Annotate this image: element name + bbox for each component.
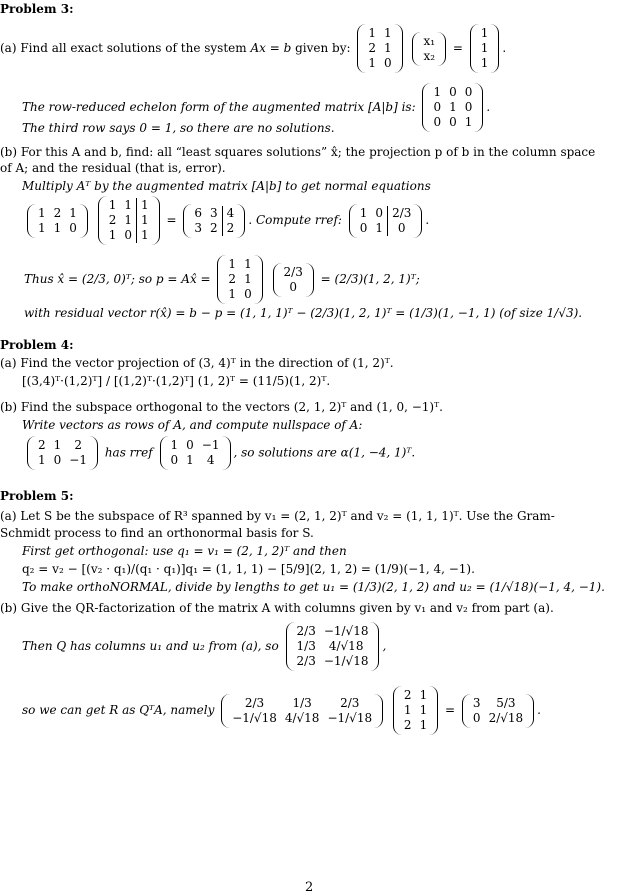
p3-a-given: given by: [291,41,351,55]
matrix-cell: 1 [244,272,252,286]
p4-write-vectors: Write vectors as rows of A, and compute nullspace of A: [22,418,363,432]
matrix-cell: 2/3 [283,264,303,279]
matrix-cell: 1 [480,56,489,70]
p3-part-b-line1: (b) For this A and b, find: all “least squares solutions” x̂; the projection p of b in the column space [0,145,596,159]
problem-5-heading: Problem 5: [0,489,74,503]
matrix-cell: 1 [375,220,384,235]
equals-sign: = [445,703,456,717]
matrix-cell: 1 [137,213,153,228]
matrix-cell: 0 [464,100,473,114]
matrix-cell: 0 [472,710,481,725]
matrix-cell: 0 [464,85,473,99]
p5-matrix-Q [286,622,380,671]
matrix-cell: −1/√18 [327,710,373,725]
matrix-cell: 1 [244,257,252,271]
matrix-cell: 1 [38,220,46,235]
p5-matrix-Qt [221,694,383,728]
matrix-cell: 2 [228,272,237,286]
matrix-cell: 1 [38,453,46,467]
equals-sign: = [452,41,463,55]
matrix-cell: 2/3 [296,624,316,638]
p3-multiply-text: Multiply Aᵀ by the augmented matrix [A|b] to get normal equations [22,179,431,193]
matrix-cell: 1 [368,56,376,70]
matrix-cell: 0 [69,220,77,235]
matrix-cell: 1 [449,100,457,114]
p5-part-a-line2: Schmidt process to find an orthonormal basis for S. [0,526,314,540]
matrix-cell: 4/√18 [328,639,364,653]
p3-vector-b [470,24,500,73]
page-number: 2 [305,880,314,895]
p3-rref2-matrix [349,204,423,238]
matrix-cell: 1 [403,703,412,717]
matrix-cell: 1 [384,26,392,40]
p5-part-a-line1: (a) Let S be the subspace of R³ spanned by v₁ = (2, 1, 2)ᵀ and v₂ = (1, 1, 1)ᵀ. Use the Gram- [0,509,555,523]
matrix-cell: 6 [194,205,203,220]
matrix-cell: 4/√18 [284,710,320,725]
matrix-cell: 2 [38,438,46,452]
matrix-cell: 1 [38,205,46,220]
matrix-cell: −1/√18 [323,654,369,668]
matrix-cell: −1 [201,438,220,452]
p3-thus-text: Thus x̂ = (2/3, 0)ᵀ; so p = Ax̂ = [24,272,211,286]
p5-q-line [22,622,386,671]
matrix-cell: 0 [244,287,252,301]
matrix-cell: 1 [108,198,117,212]
matrix-cell: 2 [403,718,412,732]
p3-part-a [0,24,506,73]
matrix-cell: −1/√18 [232,710,277,725]
p3-matrix-A-again [217,255,262,304]
p3-a-text: (a) Find all exact solutions of the system [0,41,251,55]
matrix-cell: 0 [53,453,62,467]
problem-3-heading: Problem 3: [0,2,74,16]
matrix-cell: 1 [53,438,62,452]
p3-normal-equations: 1 2 1 1 1 0 1 1 1 2 1 1 1 0 1 = 6 3 4 3 2 2 . Compute rref: 1 0 2/3 0 1 0 . [24,196,429,245]
matrix-cell: 1 [433,85,442,99]
matrix-cell: −1/√18 [323,624,369,638]
period: . [486,100,491,114]
p3-matrix-At [27,204,88,238]
p5-r-line: so we can get R as QᵀA, namely 2/3 1/3 2/3 −1/√18 4/√18 −1/√18 2 1 1 1 2 1 = 3 5/3 0 2/√18 . [22,686,541,735]
matrix-cell: 0 [449,85,457,99]
matrix-cell: −1 [69,453,87,467]
matrix-cell: 1 [228,287,237,301]
matrix-cell: 0 [170,453,179,467]
p3-xhat-vector [273,263,314,297]
matrix-cell: 2 [368,41,376,55]
p4-part-a-answer: [(3,4)ᵀ·(1,2)ᵀ] / [(1,2)ᵀ·(1,2)ᵀ] (1, 2)ᵀ = (11/5)(1, 2)ᵀ. [22,374,331,388]
matrix-cell: 1 [464,115,473,129]
p5-orthogonal-1: First get orthogonal: use q₁ = v₁ = (2, 1, 2)ᵀ and then [22,544,347,558]
p5-matrix-A [393,686,438,735]
p3-matrix-A [357,24,402,73]
matrix-cell: 1 [124,213,133,227]
matrix-cell: 2/3 [244,695,265,710]
matrix-cell: 1 [170,438,179,452]
p4-part-b: (b) Find the subspace orthogonal to the vectors (2, 1, 2)ᵀ and (1, 0, −1)ᵀ. [0,400,443,414]
p3-rref-text: The row-reduced echelon form of the augmented matrix [A|b] is: [22,100,416,114]
matrix-cell: 1 [384,41,392,55]
p4-nullspace-line [24,436,415,470]
comma: , [382,639,387,653]
matrix-cell: 2/√18 [488,710,524,725]
matrix-cell: 0 [433,115,442,129]
p5-orthonormal: To make orthoNORMAL, divide by lengths to get u₁ = (1/3)(2, 1, 2) and u₂ = (1/√18)(−1, 4, −1). [22,580,605,594]
matrix-cell: 2 [210,220,218,235]
p3-normal-matrix [183,204,245,238]
period: . [502,41,507,55]
matrix-cell: 1/3 [292,695,312,710]
matrix-cell: 0 [433,100,442,114]
matrix-cell: 3 [210,205,218,220]
matrix-cell: 0 [289,279,297,294]
matrix-cell: 2 [222,221,238,236]
p3-a-equation: Ax = b [250,41,292,55]
matrix-cell: 1 [53,220,62,235]
matrix-cell: 1 [108,228,117,242]
matrix-cell: 1 [480,41,489,55]
p3-residual: with residual vector r(x̂) = b − p = (1, 1, 1)ᵀ − (2/3)(1, 2, 1)ᵀ = (1/3)(1, −1, 1) (of size 1/√3). [24,306,583,320]
matrix-cell: 0 [384,56,392,70]
matrix-cell: 0 [375,205,384,220]
matrix-cell: 1 [124,198,133,212]
matrix-cell: 1 [419,703,428,717]
p5-r-text: so we can get R as QᵀA, namely [22,703,215,717]
p3-vector-x [412,32,446,66]
matrix-cell: 1 [186,453,194,467]
matrix-cell: 0 [449,115,457,129]
matrix-cell: 2/3 [388,206,416,221]
matrix-cell: 1 [69,205,77,220]
p4-has-rref: has rref [104,445,153,460]
matrix-cell: 1 [228,257,237,271]
problem-4-heading: Problem 4: [0,338,74,352]
p5-part-b: (b) Give the QR-factorization of the matrix A with columns given by v₁ and v₂ from part (a). [0,601,554,615]
p3-p-result: = (2/3)(1, 2, 1)ᵀ; [320,272,420,286]
matrix-cell: 2 [53,205,62,220]
matrix-cell: 0 [124,228,133,242]
p3-rref-matrix [422,83,483,132]
matrix-cell: 2 [108,213,117,227]
matrix-cell: 0 [359,220,368,235]
matrix-cell: 1 [419,688,428,702]
matrix-cell: 0 [186,438,194,452]
p3-third-row: The third row says 0 = 1, so there are no solutions. [22,121,335,135]
matrix-cell: 2 [403,688,412,702]
matrix-cell: 4 [222,206,238,221]
matrix-cell: 1 [137,198,153,213]
matrix-cell: 1 [419,718,428,732]
matrix-cell: 1/3 [296,639,316,653]
p3-matrix-Aaug [98,196,160,245]
matrix-cell: 4 [206,453,215,467]
matrix-cell: 1 [368,26,376,40]
matrix-cell: 1 [359,205,368,220]
p4-solution: , so solutions are α(1, −4, 1)ᵀ. [233,445,416,460]
matrix-cell: 2 [74,438,82,452]
matrix-cell: x₁ [423,33,436,48]
p5-matrix-R [462,694,534,728]
p4-matrix-R [160,436,231,470]
matrix-cell: 0 [388,221,416,236]
matrix-cell: x₂ [423,48,436,63]
p4-matrix-A [27,436,98,470]
matrix-cell: 1 [480,26,489,40]
matrix-cell: 5/3 [496,695,516,710]
p3-thus-line [24,255,420,304]
matrix-cell: 2/3 [296,654,316,668]
matrix-cell: 3 [472,695,481,710]
matrix-cell: 1 [137,228,153,243]
matrix-cell: 3 [194,220,203,235]
p3-compute-rref: Compute rref: [255,213,342,227]
p5-q-text: Then Q has columns u₁ and u₂ from (a), so [22,639,279,653]
p5-orthogonal-2: q₂ = v₂ − [(v₂ · q₁)/(q₁ · q₁)]q₁ = (1, 1, 1) − [5/9](2, 1, 2) = (1/9)(−1, 4, −1). [22,562,475,576]
p3-part-b-line2: of A; and the residual (that is, error). [0,161,226,175]
matrix-cell: 2/3 [340,695,360,710]
p4-part-a: (a) Find the vector projection of (3, 4)ᵀ in the direction of (1, 2)ᵀ. [0,356,394,370]
equals-sign: = [166,213,177,227]
